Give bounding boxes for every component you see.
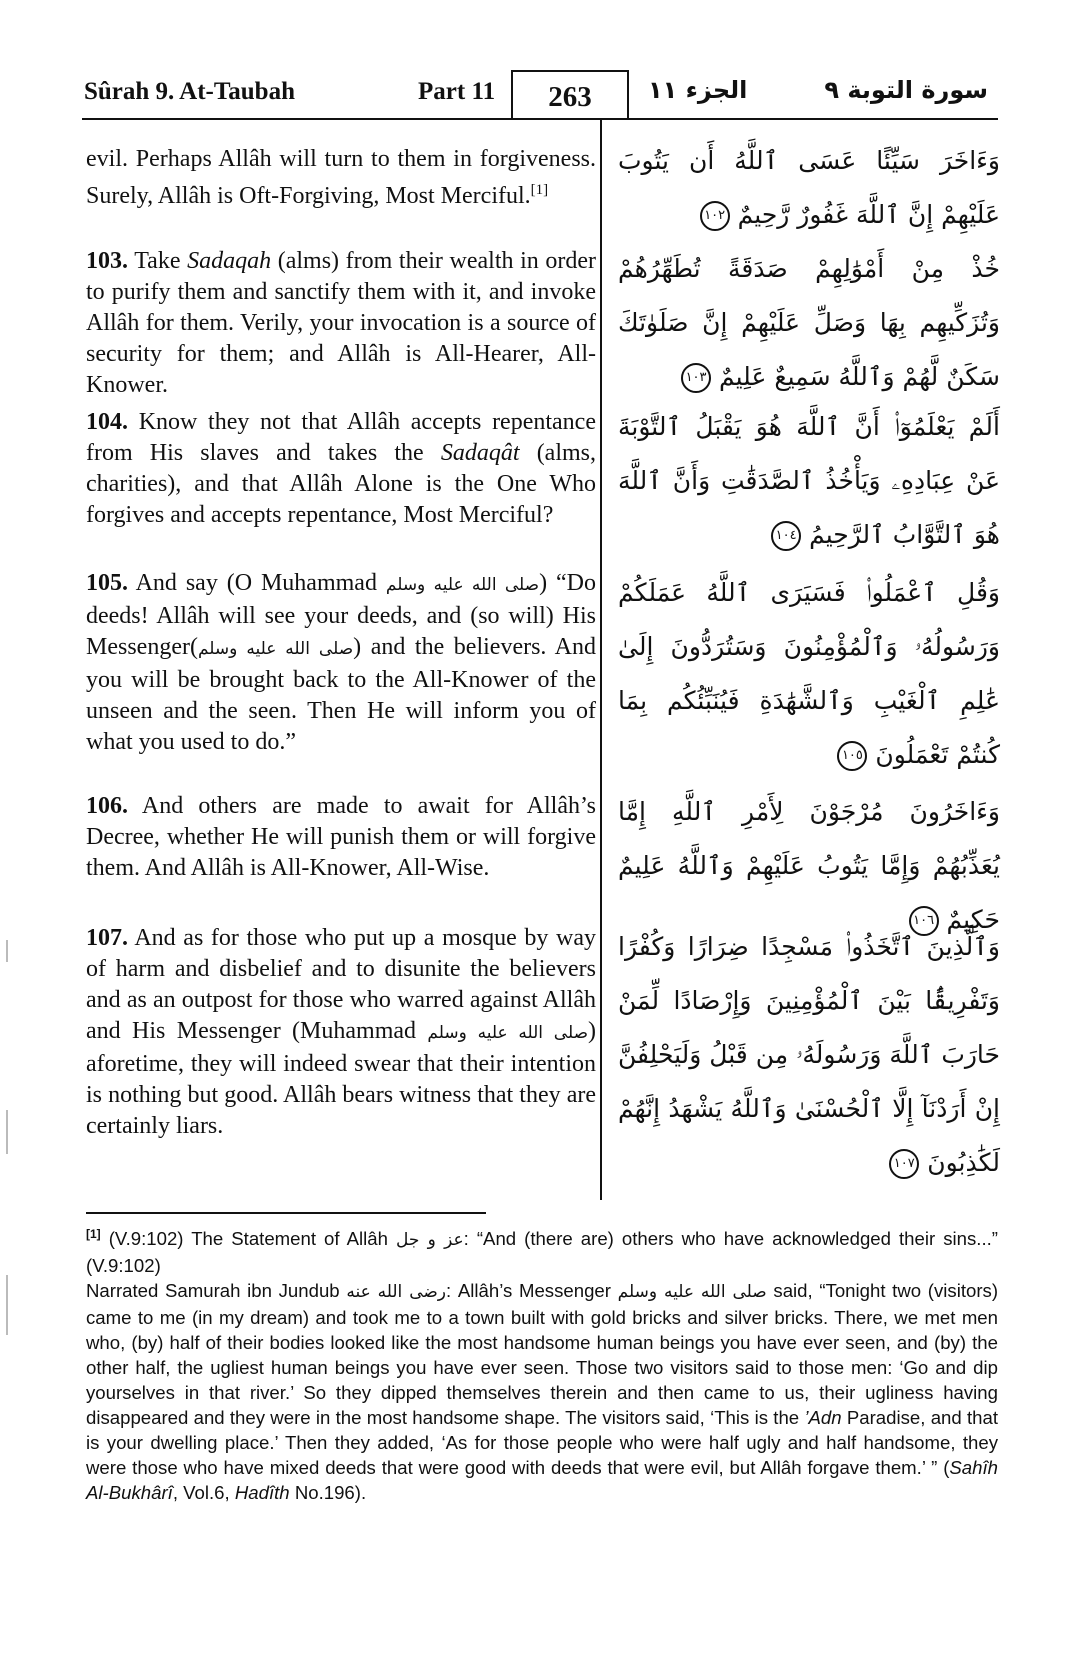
scan-mark [6, 1110, 8, 1154]
footnote-text: Paradise, and that is your dwelling place.’ Then they added, ‘As for those people who were half ugly and half handsome, they were those who have mixed deeds that were good with deeds that were evil, but Allâh forgave them.’ ” ( [86, 1407, 998, 1478]
verse-number: 106. [86, 793, 128, 819]
verse-105-arabic [618, 566, 1000, 782]
footnote-text: said, “Tonight two (visitors) came to me (in my dream) and took me to a town built with gold bricks and silver bricks. There, we met men who, (by) half of their bodies looked like the most handsome human beings you have ever seen, and (by) the other half, the ugliest human beings you have ever seen. Those two visitors said to those men: ‘Go and dip yourselves in that river.’ So they dipped themselves therein and then came to us, their ugliness having disappeared and they were in the most handsome shape. The visitors said, ‘This is the [86, 1280, 999, 1428]
footnote-term: ’Adn [804, 1407, 842, 1428]
arabic-verse-text: أَلَمْ يَعْلَمُوٓا۟ أَنَّ ٱللَّهَ هُوَ يَقْبَلُ ٱلتَّوْبَةَ عَنْ عِبَادِهِۦ وَيَأْخُذُ ٱلصَّدَقَٰتِ وَأَنَّ ٱللَّهَ هُوَ ٱلتَّوَّابُ ٱلرَّحِيمُ [618, 412, 1000, 549]
verse-number: 107. [86, 925, 128, 951]
arabic-verse-text: خُذْ مِنْ أَمْوَٰلِهِمْ صَدَقَةً تُطَهِّرُهُمْ وَتُزَكِّيهِم بِهَا وَصَلِّ عَلَيْهِمْ إِنَّ صَلَوٰتَكَ سَكَنٌ لَّهُمْ وَٱللَّهُ سَمِيعٌ عَلِيمٌ [618, 254, 1000, 391]
honorific-arabic: رضى الله عنه [346, 1282, 447, 1302]
surah-title-arabic: سورة التوبة ٩ [824, 76, 988, 104]
footnote-text: Narrated Samurah ibn Jundub [86, 1280, 340, 1301]
verse-term: Sadaqah [187, 248, 272, 274]
ayah-end-marker: ١٠٣ [681, 363, 711, 393]
ayah-end-marker: ١٠٢ [700, 201, 730, 231]
honorific-arabic: عز و جل [395, 1230, 464, 1251]
footnote-reference: [1] [530, 182, 549, 198]
footnote-text: (V.9:102) The Statement of Allâh [108, 1228, 388, 1250]
verse-text: evil. Perhaps Allâh will turn to them in forgiveness. Surely, Allâh is Oft-Forgiving, Most Merciful. [86, 146, 596, 209]
arabic-verse-text: وَءَاخَرَ سَيِّئًا عَسَى ٱللَّهُ أَن يَتُوبَ عَلَيْهِمْ إِنَّ ٱللَّهَ غَفُورٌ رَّحِيمٌ [618, 146, 1000, 229]
verse-text: And others are made to await for Allâh’s Decree, whether He will punish them or will forgive them. And Allâh is All-Knower, All-Wise. [86, 793, 596, 881]
verse-term: Sadaqât [440, 440, 520, 466]
arabic-verse-text: وَٱلَّذِينَ ٱتَّخَذُوا۟ مَسْجِدًا ضِرَارًا وَكُفْرًا وَتَفْرِيقًۢا بَيْنَ ٱلْمُؤْمِنِينَ وَإِرْصَادًا لِّمَنْ حَارَبَ ٱللَّهَ وَرَسُولَهُۥ مِن قَبْلُ وَلَيَحْلِفُنَّ إِنْ أَرَدْنَآ إِلَّا ٱلْحُسْنَىٰ وَٱللَّهُ يَشْهَدُ إِنَّهُمْ لَكَٰذِبُونَ [618, 932, 1000, 1177]
salawat-honorific: صلى الله عليه وسلم [427, 1023, 589, 1043]
salawat-honorific: صلى الله عليه وسلم [197, 639, 354, 659]
header-rule [82, 118, 998, 120]
footnote-rule [86, 1212, 486, 1214]
verse-107-english [86, 923, 596, 1142]
verse-number: 104. [86, 409, 128, 435]
ayah-end-marker: ١٠٥ [837, 741, 867, 771]
verse-104-arabic [618, 400, 1000, 562]
footnote-1-hadith [86, 1278, 998, 1505]
column-divider [600, 118, 602, 1200]
verse-105-english [86, 568, 596, 758]
verse-text: Take [134, 248, 181, 274]
verse-103-arabic [618, 242, 1000, 404]
verse-106-english [86, 791, 596, 884]
ayah-end-marker: ١٠٤ [771, 521, 801, 551]
verse-text: And as for those who put up a mosque by way of harm and disbelief and to disunite the believers and as an outpost for those who warred against Allâh and His Messenger (Muhammad [86, 925, 596, 1044]
verse-103-english [86, 246, 596, 401]
footnote-1-intro [86, 1222, 998, 1278]
arabic-verse-text: وَقُلِ ٱعْمَلُوا۟ فَسَيَرَى ٱللَّهُ عَمَلَكُمْ وَرَسُولُهُۥ وَٱلْمُؤْمِنُونَ وَسَتُرَدُّونَ إِلَىٰ عَٰلِمِ ٱلْغَيْبِ وَٱلشَّهَٰدَةِ فَيُنَبِّئُكُم بِمَا كُنتُمْ تَعْمَلُونَ [618, 578, 1000, 769]
verse-text: And say (O Muhammad [135, 570, 377, 596]
verse-text: (alms) from their wealth in order to purify them and sanctify them with it, and invoke Allâh for them. Verily, your invocation is a source of security for them; and Allâh is All-Hearer, All-Knower. [86, 248, 597, 398]
footnote-text: : Allâh’s Messenger [446, 1280, 611, 1301]
verse-text: ) “Do deeds! Allâh will see your deeds, and (so will) His Messenger( [86, 570, 596, 660]
verse-107-arabic [618, 920, 1000, 1190]
arabic-verse-text: وَءَاخَرُونَ مُرْجَوْنَ لِأَمْرِ ٱللَّهِ إِمَّا يُعَذِّبُهُمْ وَإِمَّا يَتُوبُ عَلَيْهِمْ وَٱللَّهُ عَلِيمٌ حَكِيمٌ [618, 797, 1000, 934]
footnote-text: , Vol.6, [172, 1482, 230, 1503]
verse-number: 105. [86, 570, 128, 596]
verse-text: ) aforetime, they will indeed swear that their intention is nothing but good. Allâh bears witness that they are certainly liars. [86, 1018, 597, 1139]
page-number: 263 [511, 70, 629, 118]
footnote-text: No.196). [294, 1482, 367, 1503]
surah-title-english: Sûrah 9. At-Taubah [84, 78, 295, 105]
verse-text: ) and the believers. And you will be brought back to the All-Knower of the unseen and the seen. Then He will inform you of what you used to do.” [86, 634, 596, 755]
part-label-english: Part 11 [418, 78, 496, 105]
ayah-end-marker: ١٠٦ [909, 906, 939, 936]
footnote-text: : “And (there are) others who have acknowledged their sins...” (V.9:102) [86, 1228, 998, 1277]
scan-mark [6, 940, 8, 962]
verse-104-english [86, 407, 596, 531]
footnote-reference-term: Hadîth [234, 1482, 290, 1503]
verse-number: 103. [86, 248, 128, 274]
footnote-marker: [1] [86, 1227, 101, 1241]
verse-102-continuation [86, 144, 596, 212]
juz-label-arabic: الجزء ١١ [648, 76, 748, 104]
salawat-honorific: صلى الله عليه وسلم [617, 1282, 767, 1302]
verse-text: (alms, charities), and that Allâh Alone is the One Who forgives and accepts repentance, Most Merciful? [86, 440, 597, 528]
footnote-reference-title: Sahîh Al-Bukhârî [86, 1457, 998, 1503]
verse-102-arabic [618, 134, 1000, 242]
scan-mark [6, 1275, 8, 1335]
salawat-honorific: صلى الله عليه وسلم [385, 575, 540, 595]
verse-text: Know they not that Allâh accepts repentance from His slaves and takes the [86, 409, 596, 466]
ayah-end-marker: ١٠٧ [889, 1149, 919, 1179]
